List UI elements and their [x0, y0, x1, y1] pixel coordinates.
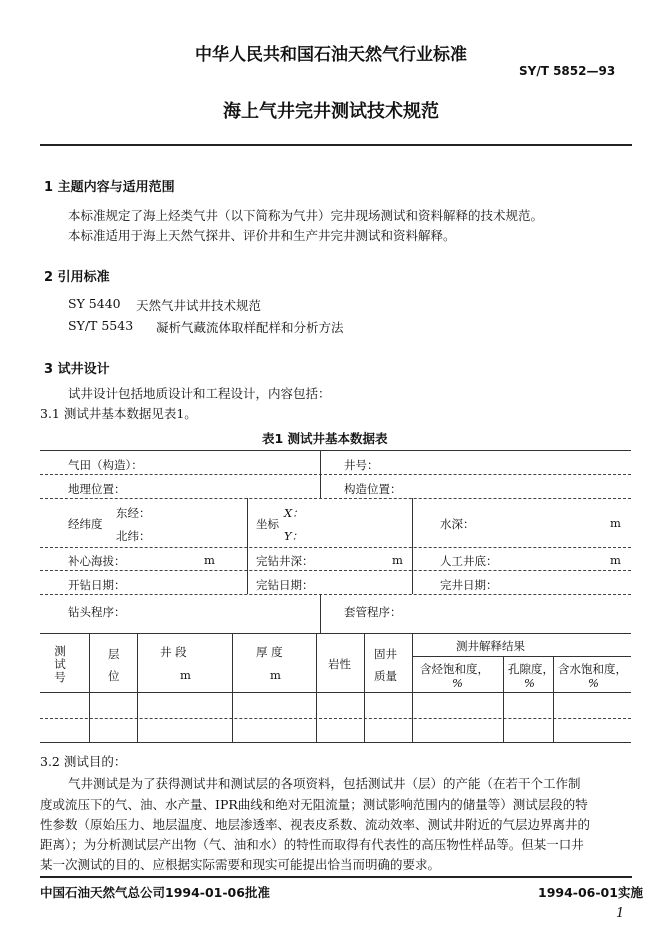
cell-casing-program: 套管程序：: [344, 605, 402, 619]
reference-2-title: 凝析气藏流体取样配样和分析方法: [156, 320, 344, 335]
cell-lonlat: 经纬度: [68, 517, 103, 531]
unit-thickness: m: [270, 668, 281, 682]
cell-td: 完钻井深：: [256, 554, 314, 568]
section-3-2-line-5: 某一次测试的目的、应根据实际需要和现实可能提出恰当而明确的要求。: [40, 857, 441, 872]
unit-td: m: [392, 553, 403, 567]
col-water-saturation: 含水饱和度，: [558, 662, 627, 676]
section-1-heading: 1 主题内容与适用范围: [44, 180, 175, 195]
page-number: 1: [616, 906, 625, 921]
col-interpretation: 测井解释结果: [456, 639, 525, 653]
document-title: 海上气井完井测试技术规范: [223, 101, 439, 122]
section-3-para-1: 试井设计包括地质设计和工程设计，内容包括：: [68, 386, 331, 401]
footer-rule: [40, 876, 632, 878]
col-layer-1: 层: [108, 647, 120, 661]
cell-coord: 坐标: [256, 517, 279, 531]
col-interval: 井 段: [160, 645, 187, 659]
cell-coord-y: Y：: [284, 529, 304, 543]
cell-east: 东经：: [116, 506, 151, 520]
section-3-2-heading: 3.2 测试目的：: [40, 754, 127, 769]
col-layer-2: 位: [108, 669, 120, 683]
section-3-1-text: 3.1 测试井基本数据见表1。: [40, 406, 197, 421]
cell-well-no: 井号：: [344, 458, 379, 472]
section-3-heading: 3 试井设计: [44, 362, 110, 377]
col-thickness: 厚 度: [256, 645, 283, 659]
header-rule: [40, 144, 632, 146]
org-title: 中华人民共和国石油天然气行业标准: [195, 45, 467, 65]
cell-kelly: 补心海拔：: [68, 554, 126, 568]
unit-interval: m: [180, 668, 191, 682]
col-hc-saturation: 含烃饱和度，: [420, 662, 489, 676]
unit-water-saturation: %: [588, 676, 599, 690]
col-test-no: 测试号: [54, 644, 66, 684]
col-porosity: 孔隙度，: [508, 662, 554, 676]
section-1-para-2: 本标准适用于海上天然气探井、评价井和生产井完井测试和资料解释。: [68, 228, 456, 243]
section-3-2-line-3: 性参数（原始压力、地层温度、地层渗透率、视表皮系数、流动效率、测试井附近的气层边界离井的: [40, 817, 591, 832]
table-caption: 表1 测试井基本数据表: [262, 431, 388, 446]
cell-geo-location: 地理位置：: [68, 482, 126, 496]
section-3-2-line-4: 距离）；为分析测试层产出物（气、油和水）的特性而取得有代表性的高压物性样品等。但某一口井: [40, 837, 584, 852]
cell-north: 北纬：: [116, 529, 151, 543]
cell-water-depth: 水深：: [440, 517, 475, 531]
cell-completion-date: 完钻日期：: [256, 578, 314, 592]
implementation-date: 1994-06-01实施: [538, 885, 643, 900]
reference-1-title: 天然气井试井技术规范: [136, 298, 262, 313]
unit-water-depth: m: [610, 516, 621, 530]
unit-artificial-bottom: m: [610, 553, 621, 567]
cell-spud-date: 开钻日期：: [68, 578, 126, 592]
cell-struct-location: 构造位置：: [344, 482, 402, 496]
col-lithology: 岩性: [328, 657, 351, 671]
approval-note: 中国石油天然气总公司1994-01-06批准: [40, 885, 270, 900]
cell-coord-x: X：: [284, 506, 304, 520]
section-3-2-line-1: 气井测试是为了获得测试井和测试层的各项资料，包括测试井（层）的产能（在若干个工作制: [68, 776, 581, 791]
reference-1-code: SY 5440: [68, 296, 121, 311]
section-2-heading: 2 引用标准: [44, 270, 110, 285]
unit-hc-saturation: %: [452, 676, 463, 690]
standard-code: SY/T 5852—93: [519, 64, 616, 78]
cell-gas-field: 气田（构造）：: [68, 458, 143, 472]
unit-porosity: %: [524, 676, 535, 690]
cell-drill-program: 钻头程序：: [68, 605, 126, 619]
cell-well-completion-date: 完井日期：: [440, 578, 498, 592]
reference-2-code: SY/T 5543: [68, 318, 134, 333]
cell-artificial-bottom: 人工井底：: [440, 554, 498, 568]
unit-kelly: m: [204, 553, 215, 567]
col-cement-1: 固井: [374, 647, 397, 661]
section-3-2-line-2: 度或流压下的气、油、水产量、IPR曲线和绝对无阻流量；测试影响范围内的储量等）测试层段的特: [40, 797, 588, 812]
col-cement-2: 质量: [374, 669, 397, 683]
section-1-para-1: 本标准规定了海上烃类气井（以下简称为气井）完井现场测试和资料解释的技术规范。: [68, 208, 544, 223]
